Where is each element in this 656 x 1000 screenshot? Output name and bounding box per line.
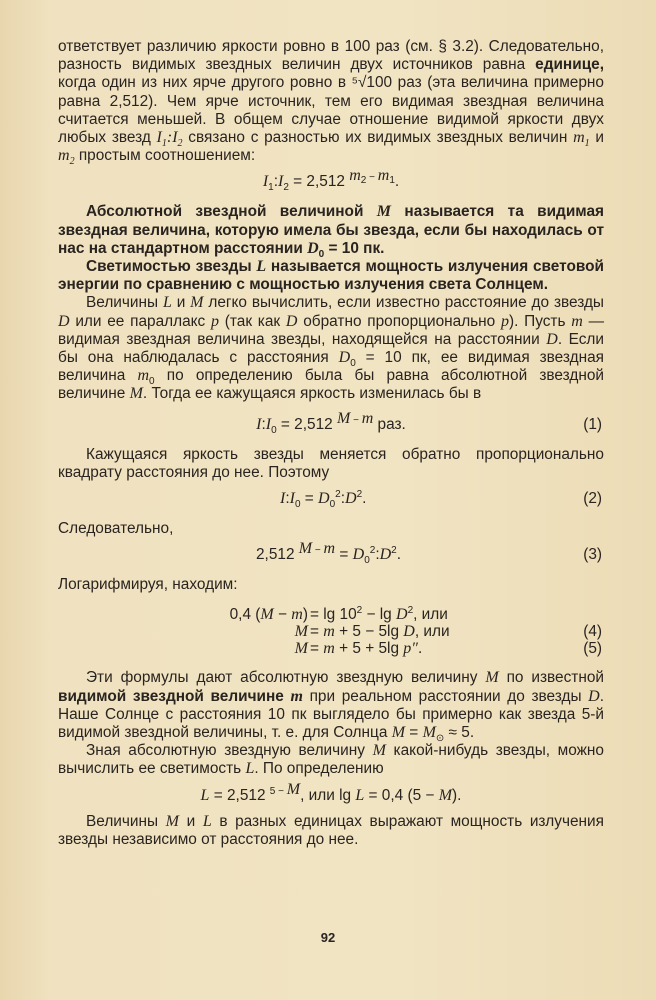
math-inline: $m_2$	[58, 147, 75, 168]
text: = 10 пк.	[324, 239, 385, 257]
equation-number: (2)	[583, 490, 602, 508]
equation-system	[58, 606, 604, 657]
text: какой-нибудь звезды, можно вычислить ее светимость	[58, 742, 604, 778]
formula-ratio: $I_1:I_2 = 2,512$ $^{m_2 - m_1}$.	[262, 167, 400, 194]
text: по известной	[498, 669, 604, 687]
paragraph-logarithm: Логарифмируя, находим:	[58, 576, 238, 594]
text: = 10 пк, ее видимая звездная величина	[58, 349, 604, 385]
root-expression: ⁵√100	[351, 74, 393, 92]
text: по определению была бы равна абсолютной звездной величине	[58, 367, 604, 403]
text: связано с разностью их видимых звездных величин	[182, 129, 574, 147]
text: и	[179, 812, 203, 830]
equation-2: $I:I_0$ = $D_0^2:D^2$. (2)	[280, 488, 602, 511]
text: обратно пропорционально	[297, 312, 501, 330]
text: . Если бы она наблюдалась с расстояния	[58, 330, 605, 367]
equation-number: (5)	[583, 640, 602, 658]
text: Величины	[86, 812, 166, 830]
text: называется та видимая звездная величина, которую имела бы звезда, если бы находилась от нас на стандартном расстоянии	[58, 203, 604, 257]
text: Величины	[86, 294, 163, 312]
paragraph-formulas-give: Эти формулы дают абсолютную звездную величину M по известной видимой звездной величине m при реальном расстоянии до звезды D. Наше Солнце с расстояния 10 пк выглядело бы примерно как звезда 5-й видимой звездной величины, т. е. для Солнца $M = M_⊙ \approx 5$.	[58, 669, 604, 745]
text: Абсолютной звездной величиной	[86, 203, 377, 221]
definition-luminosity: Светимостью звезды L называется мощность излучения световой энергии по сравнению с мощностью излучения света Солнцем.	[58, 258, 604, 294]
text: и	[589, 129, 604, 147]
equation-number: (3)	[583, 546, 602, 564]
bold-text: единице,	[535, 56, 604, 74]
text: в разных единицах выражают мощность излучения звезды независимо от расстояния до нее.	[58, 812, 604, 848]
equation-4: M = m + 5 − 5lg D, или (4)	[294, 623, 602, 641]
text: (так как	[219, 312, 286, 330]
paragraph-intro	[58, 38, 604, 168]
page-number: 92	[320, 930, 336, 945]
definition-absolute-magnitude: Абсолютной звездной величиной M называется та видимая звездная величина, которую имела бы звезда, если бы находилась от нас на стандартном расстоянии $D_0 = 10$ пк.	[58, 203, 604, 260]
text: Зная абсолютную звездную величину	[86, 742, 373, 760]
equation-5: M = m + 5 + 5lg p″. (5)	[294, 640, 602, 658]
text: простым соотношением:	[74, 147, 256, 165]
equation-number: (4)	[583, 623, 602, 641]
text: . Наше Солнце с расстояния 10 пк выглядело бы примерно как звезда 5-й видимой звездной величины, т. е. для Солнца	[58, 687, 604, 742]
paragraph-knowing: Зная абсолютную звездную величину M какой-нибудь звезды, можно вычислить ее светимость L. По определению	[58, 742, 604, 778]
equation-1: $I:I_0 = 2,512$ $^{M - m}$ раз. (1)	[256, 409, 602, 436]
paragraph-quantities: Величины L и M легко вычислить, если известно расстояние до звезды D или ее параллакс p (так как D обратно пропорционально p). Пусть m — видимая звездная величина звезды, находящейся на расстоянии D. Если бы она наблюдалась с расстояния $D_0 = 10$ пк, ее видимая звездная величина $m_0$ по определению была бы равна абсолютной звездной величине M. Тогда ее кажущаяся яркость изменилась бы в	[58, 294, 605, 403]
text: раз (эта величина примерно равна 2,512). Чем ярче источник, тем его видимая звездная величина считается меньшей. В общем случае отношение видимой яркости двух любых звезд	[58, 74, 604, 147]
paragraph-therefore: Следовательно,	[58, 520, 174, 538]
text: и	[171, 294, 191, 312]
text: . Тогда ее кажущаяся яркость изменилась бы в	[142, 385, 482, 403]
equation-number: (1)	[583, 415, 602, 433]
text: Эти формулы дают абсолютную звездную величину	[86, 669, 486, 687]
text: при реальном расстоянии до звезды	[302, 687, 589, 705]
text: раз.	[373, 415, 406, 433]
bold-text: видимой звездной величине	[58, 687, 291, 705]
text: когда один из них ярче другого ровно в	[58, 74, 352, 92]
text: Светимостью звезды	[86, 258, 257, 276]
text: называется мощность излучения световой энергии по сравнению с мощностью излучения света Солнцем.	[58, 258, 604, 294]
formula-luminosity: L = 2,512 $^{5 - M}$, или lg L = 0,4 (5 − M).	[200, 780, 462, 804]
math-inline: $I_1:I_2$	[156, 129, 183, 150]
paragraph-inverse-square: Кажущаяся яркость звезды меняется обратно пропорционально квадрату расстояния до нее. Поэтому	[58, 445, 604, 481]
text: легко вычислить, если известно расстояние до звезды	[203, 294, 604, 312]
equation-log: 0,4 (M − m) = $\lg 10^2 - \lg D^2$, или	[229, 605, 448, 624]
text: . По определению	[254, 760, 384, 778]
text: ). Пусть	[509, 312, 572, 330]
paragraph-conclusion: Величины M и L в разных единицах выражают мощность излучения звезды независимо от расстояния до нее.	[58, 812, 604, 848]
math-inline: $m_1$	[573, 129, 590, 150]
text: — видимая звездная величина звезды, находящейся на расстоянии	[58, 312, 604, 348]
text: или ее параллакс	[69, 312, 211, 330]
equation-3: 2,512 $^{M - m} = D_0^2:D^2$. (3)	[256, 540, 602, 567]
text: ответствует различию яркости ровно в 100 раз (см. § 3.2). Следовательно, разность видимых звездных величин двух источников равна	[58, 38, 604, 74]
